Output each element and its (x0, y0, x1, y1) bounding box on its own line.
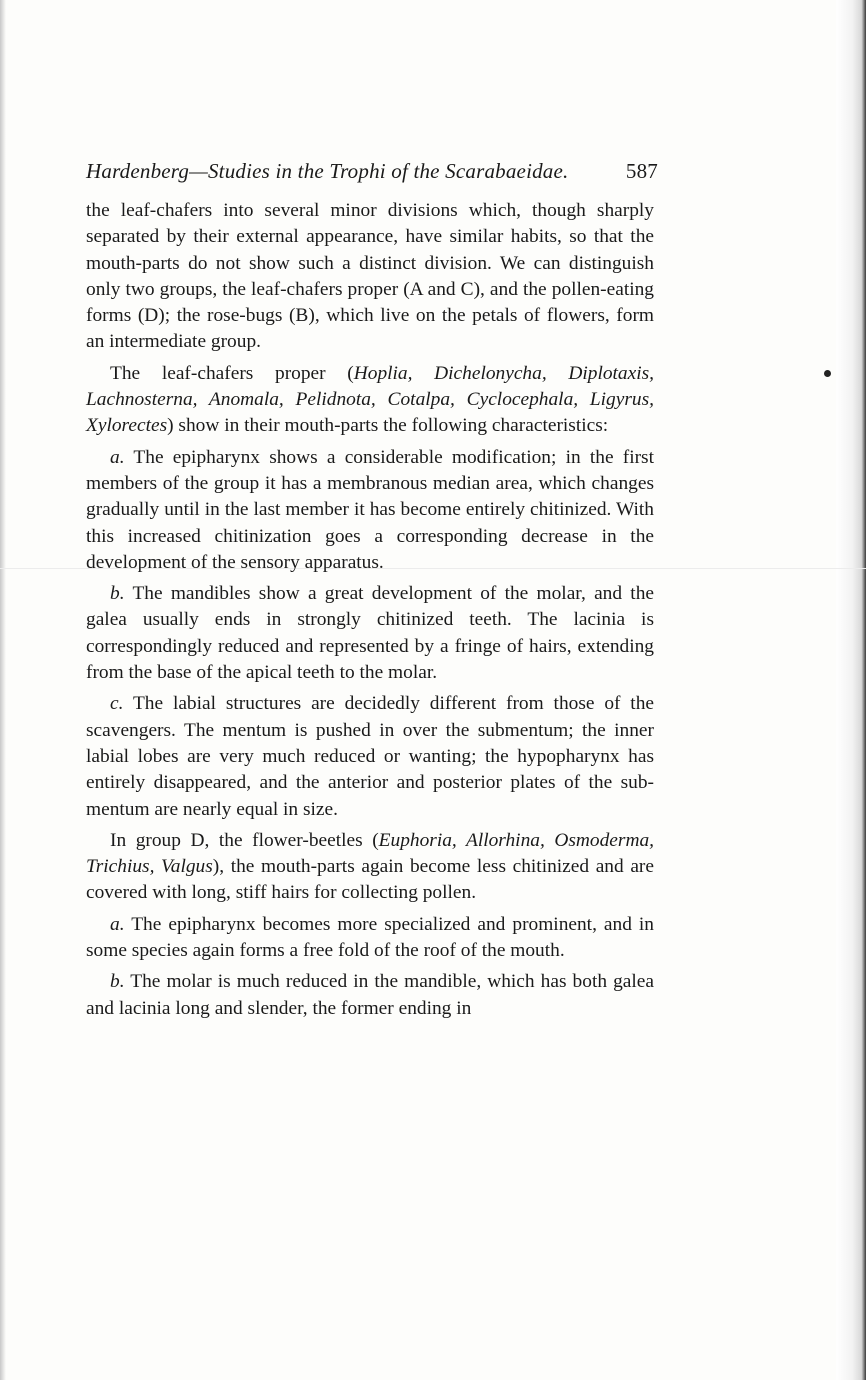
paragraph-2-end: ) show in their mouth-parts the following characteristics: (167, 415, 609, 437)
item-marker-a: a. (110, 446, 125, 468)
paragraph-3 (86, 445, 654, 576)
paragraph-6-end: ), the mouth-parts again become less chitinized and are covered with long, stiff hairs for collecting pollen. (86, 856, 654, 904)
ink-speck (824, 370, 831, 377)
body-text (86, 198, 654, 1027)
paragraph-5 (86, 691, 654, 822)
paragraph-8-text: The molar is much reduced in the mandible, which has both galea and lacinia long and slender, the former ending in (86, 971, 654, 1019)
running-title: Hardenberg—Studies in the Trophi of the Scarabaeidae. (86, 159, 569, 183)
item-marker-b-2: b. (110, 971, 125, 993)
paragraph-2 (86, 361, 654, 440)
running-header (86, 154, 658, 188)
item-marker-b: b. (110, 583, 125, 605)
paragraph-4 (86, 581, 654, 686)
paragraph-1: the leaf-chafers into several minor divisions which, though sharply separated by their external appearance, have similar habits, so that the mouth-parts do not show such a distinct division. We can distinguish only two groups, the leaf-chafers proper (A and C), and the pollen-eating forms (D); the rose-bugs (B), which live on the petals of flowers, form an intermediate group. (86, 200, 654, 353)
paragraph-2-start: The leaf-chafers proper ( (110, 362, 354, 384)
paragraph-7-text: The epipharynx becomes more specialized and prominent, and in some species again forms a free fold of the roof of the mouth. (86, 913, 654, 962)
paragraph-4-text: The mandibles show a great development of the molar, and the galea usually ends in strongly chitinized teeth. The lacinia is correspondingly reduced and represented by a fringe of hairs, extending from the base of the apical teeth to the molar. (86, 583, 654, 684)
paragraph-7 (86, 912, 654, 965)
page-right-edge-shadow (836, 0, 866, 1380)
paragraph-2-taxa: Hoplia, Dichelonycha, Diplotaxis, Lachnosterna, Anomala, Pelidnota, Cotalpa, Cyclocephala, Ligyrus, Xylorectes (86, 362, 654, 437)
paragraph-6-taxa: Euphoria, Allorhina, Osmoderma, Trichius, Valgus (86, 829, 655, 878)
page-left-edge-shadow (0, 0, 6, 1380)
item-marker-a-2: a. (110, 913, 125, 935)
paragraph-6 (86, 828, 654, 907)
paragraph-3-text: The epipharynx shows a considerable modification; in the first members of the group it has a membranous median area, which changes gradually until in the last member it has become entirely chitinized. With this increased chitinization goes a corresponding decrease in the development of the sensory apparatus. (86, 446, 654, 573)
item-marker-c: c. (110, 693, 124, 715)
paragraph-6-start: In group D, the flower-beetles ( (110, 829, 379, 851)
paragraph-8 (86, 969, 654, 1022)
paragraph-5-text: The labial structures are decidedly different from those of the scavengers. The mentum is pushed in over the submentum; the inner labial lobes are very much reduced or wanting; the hypopharynx has entirely disappeared, and the anterior and posterior plates of the sub-mentum are nearly equal in size. (86, 693, 654, 820)
page-number: 587 (625, 159, 658, 183)
